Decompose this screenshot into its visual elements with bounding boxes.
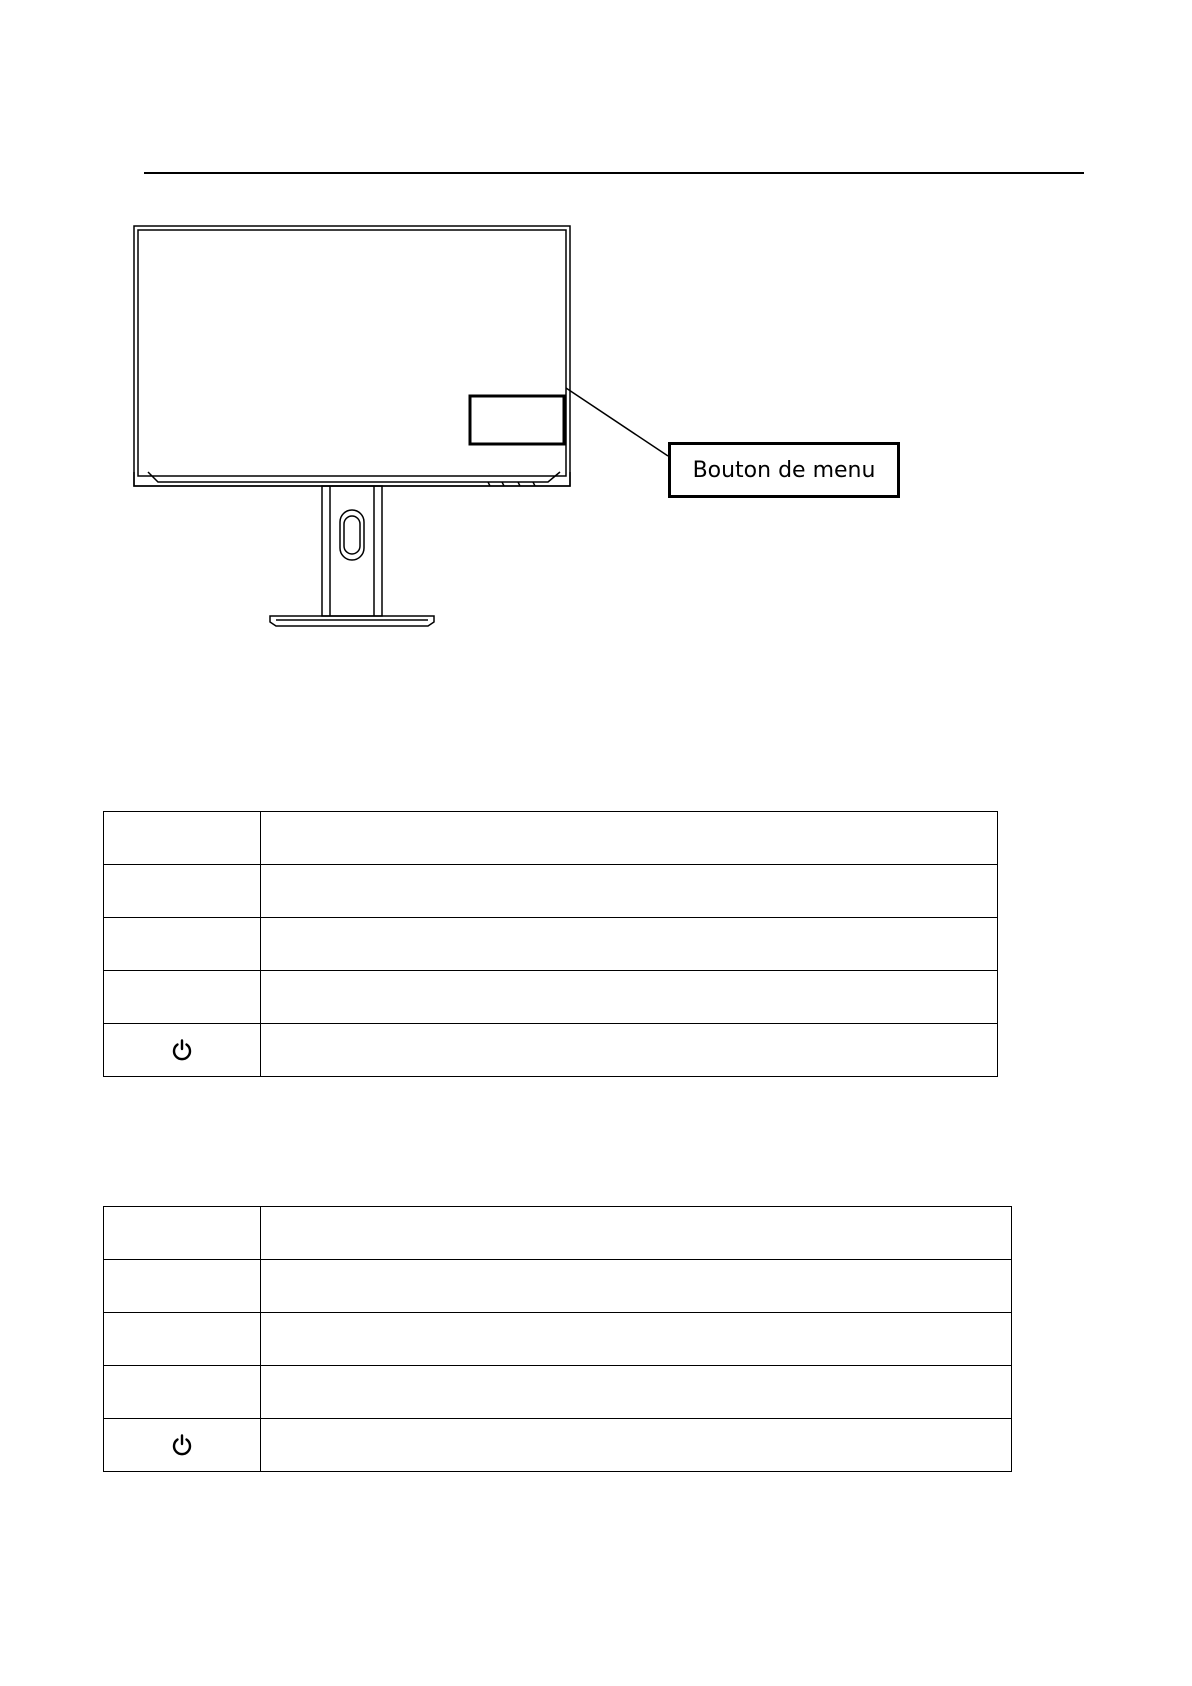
table-row bbox=[104, 1419, 1012, 1472]
button-table-2 bbox=[103, 1206, 1012, 1472]
header-rule bbox=[144, 172, 1084, 174]
description-cell bbox=[261, 1366, 1012, 1419]
description-cell bbox=[261, 865, 998, 918]
symbol-cell bbox=[104, 1366, 261, 1419]
table-row bbox=[104, 918, 998, 971]
button-table-1 bbox=[103, 811, 998, 1077]
monitor-figure bbox=[128, 220, 928, 640]
symbol-cell bbox=[104, 1024, 261, 1077]
table-row bbox=[104, 1313, 1012, 1366]
callout-label: Bouton de menu bbox=[692, 457, 876, 483]
description-cell bbox=[261, 1419, 1012, 1472]
symbol-cell bbox=[104, 1313, 261, 1366]
description-cell bbox=[261, 1260, 1012, 1313]
power-icon bbox=[170, 1433, 194, 1457]
symbol-cell bbox=[104, 1207, 261, 1260]
table-row bbox=[104, 865, 998, 918]
description-cell bbox=[261, 971, 998, 1024]
monitor-illustration bbox=[128, 220, 928, 640]
symbol-cell bbox=[104, 971, 261, 1024]
description-cell bbox=[261, 812, 998, 865]
table-row bbox=[104, 812, 998, 865]
symbol-cell bbox=[104, 918, 261, 971]
table-row bbox=[104, 1207, 1012, 1260]
power-icon bbox=[170, 1038, 194, 1062]
menu-button-callout bbox=[668, 442, 900, 498]
description-cell bbox=[261, 1207, 1012, 1260]
description-cell bbox=[261, 918, 998, 971]
symbol-cell bbox=[104, 865, 261, 918]
symbol-cell bbox=[104, 1260, 261, 1313]
description-cell bbox=[261, 1313, 1012, 1366]
table-row bbox=[104, 1366, 1012, 1419]
table-row bbox=[104, 1260, 1012, 1313]
symbol-cell bbox=[104, 1419, 261, 1472]
description-cell bbox=[261, 1024, 998, 1077]
table-row bbox=[104, 1024, 998, 1077]
table-row bbox=[104, 971, 998, 1024]
symbol-cell bbox=[104, 812, 261, 865]
